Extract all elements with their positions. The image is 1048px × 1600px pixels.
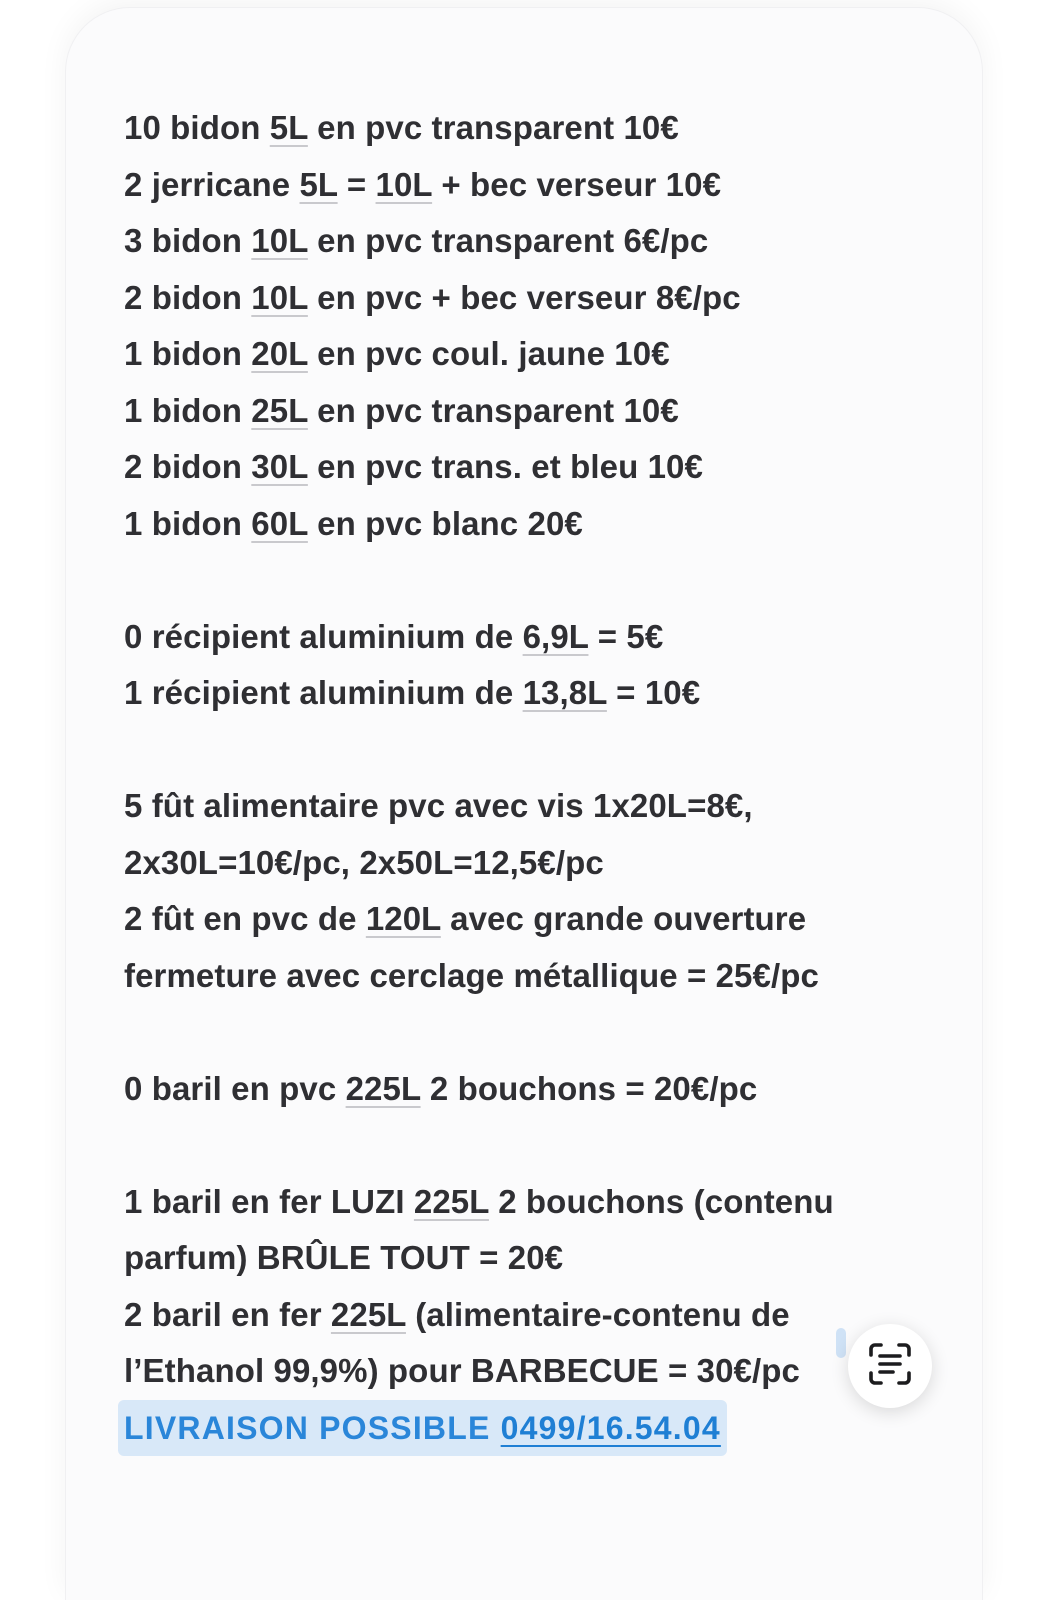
note-line: parfum) BRÛLE TOUT = 20€	[124, 1239, 564, 1276]
selected-text-highlight[interactable]	[118, 1400, 727, 1457]
delivery-line	[124, 1400, 924, 1457]
note-line: l’Ethanol 99,9%) pour BARBECUE = 30€/pc	[124, 1352, 800, 1389]
phone-number-link[interactable]: 0499/16.54.04	[500, 1409, 721, 1446]
note-line: 10 bidon 5L en pvc transparent 10€	[124, 109, 679, 146]
note-line: 2 fût en pvc de 120L avec grande ouverture	[124, 900, 807, 937]
blank-line	[124, 1117, 924, 1174]
note-line: 1 baril en fer LUZI 225L 2 bouchons (contenu	[124, 1182, 834, 1220]
note-line: 1 récipient aluminium de 13,8L = 10€	[124, 674, 701, 711]
live-text-icon	[867, 1341, 913, 1392]
note-line: 1 bidon 20L en pvc coul. jaune 10€	[124, 335, 670, 372]
note-line: 2x30L=10€/pc, 2x50L=12,5€/pc	[124, 843, 604, 881]
note-line: fermeture avec cerclage métallique = 25€/pc	[124, 956, 819, 994]
delivery-label: LIVRAISON POSSIBLE	[124, 1409, 501, 1446]
note-line: 1 bidon 25L en pvc transparent 10€	[124, 391, 679, 429]
note-line: 0 récipient aluminium de 6,9L = 5€	[124, 617, 664, 655]
live-text-button[interactable]	[848, 1324, 932, 1408]
blank-line	[124, 722, 924, 779]
note-line: 1 bidon 60L en pvc blanc 20€	[124, 504, 583, 542]
blank-line	[124, 552, 924, 609]
note-body	[124, 100, 924, 1456]
note-line: 3 bidon 10L en pvc transparent 6€/pc	[124, 222, 709, 259]
note-line: 5 fût alimentaire pvc avec vis 1x20L=8€,	[124, 787, 753, 824]
blank-line	[124, 1004, 924, 1061]
note-line: 2 baril en fer 225L (alimentaire-contenu de	[124, 1295, 790, 1333]
note-line: 0 baril en pvc 225L 2 bouchons = 20€/pc	[124, 1069, 758, 1107]
note-line: 2 jerricane 5L = 10L + bec verseur 10€	[124, 165, 722, 203]
note-line: 2 bidon 30L en pvc trans. et bleu 10€	[124, 448, 703, 485]
note-line: 2 bidon 10L en pvc + bec verseur 8€/pc	[124, 278, 741, 316]
selection-handle[interactable]	[836, 1328, 846, 1358]
